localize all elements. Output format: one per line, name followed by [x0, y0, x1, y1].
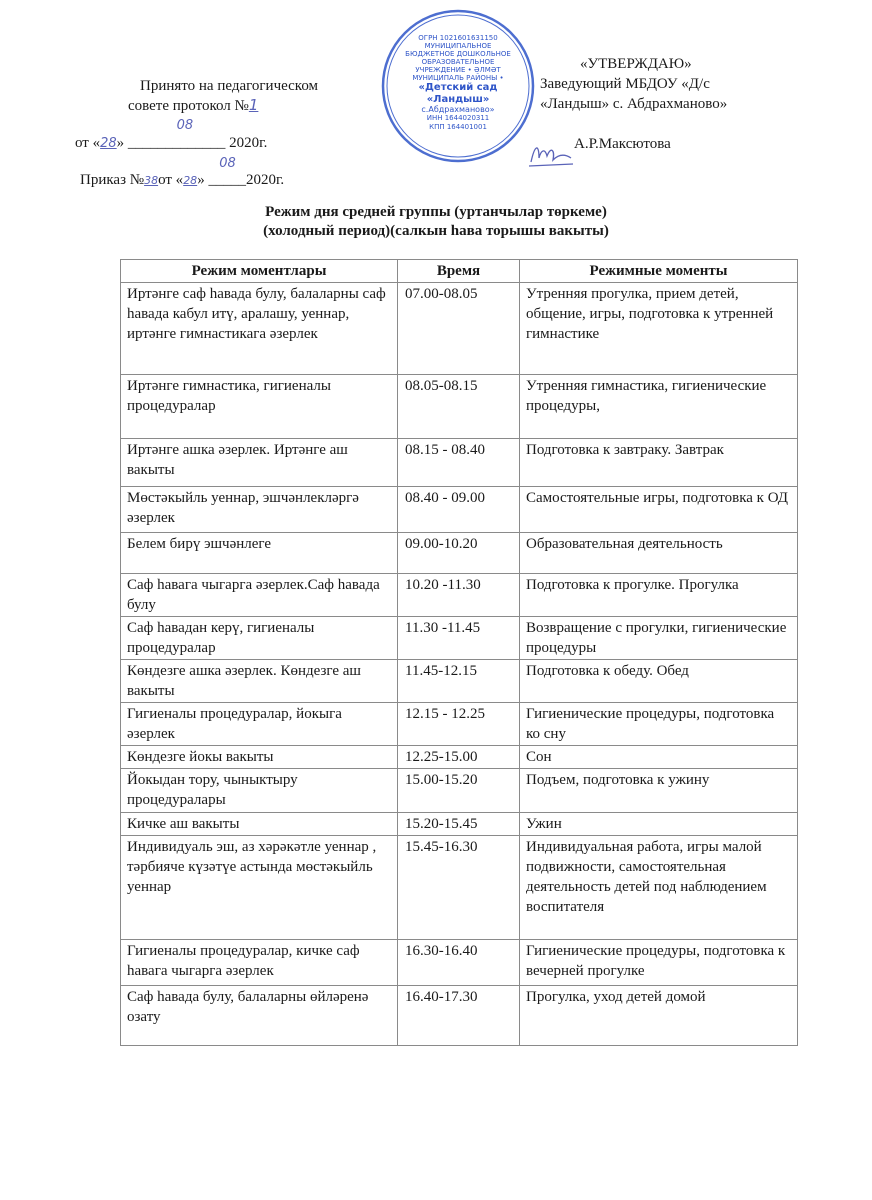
order-number: 38	[144, 174, 159, 187]
time-range: 11.45-12.15	[398, 660, 520, 703]
activity-russian: Гигиенические процедуры, подготовка ко сну	[520, 703, 798, 746]
date-mid: » _____________ 2020г.	[116, 135, 268, 151]
activity-russian: Гигиенические процедуры, подготовка к вечерней прогулке	[520, 940, 798, 986]
activity-russian: Подготовка к прогулке. Прогулка	[520, 574, 798, 617]
table-row	[121, 283, 798, 375]
header-time: Время	[398, 260, 520, 283]
order-prefix: Приказ №	[80, 172, 145, 188]
table-row	[121, 813, 798, 836]
document-title-line-2: (холодный период)(салкын һава торышы вакыты)	[263, 223, 609, 239]
signature-icon	[525, 140, 575, 170]
time-range: 15.45-16.30	[398, 836, 520, 940]
table-header-row	[121, 260, 798, 283]
protocol-number: 1	[248, 96, 259, 114]
approval-line-1: Принято на педагогическом	[140, 78, 319, 94]
order-mid2: » _____2020г.	[197, 172, 285, 188]
approve-position: Заведующий МБДОУ «Д/с	[540, 76, 710, 92]
table-row	[121, 769, 798, 813]
activity-tatar: Иртәнге саф һавада булу, балаларны саф һавада кабул итү, аралашу, уеннар, иртәнге гимнастикага әзерлек	[121, 283, 398, 375]
approve-signatory: А.Р.Максютова	[574, 136, 671, 152]
activity-russian: Ужин	[520, 813, 798, 836]
seal-outer-text: МУНИЦИПАЛЬНОЕ БЮДЖЕТНОЕ ДОШКОЛЬНОЕ ОБРАЗОВАТЕЛЬНОЕ УЧРЕЖДЕНИЕ • ӘЛМӘТ МУНИЦИПАЛЬ РАЙОНЫ •	[405, 42, 511, 83]
table-row	[121, 703, 798, 746]
activity-tatar: Гигиеналы процедуралар, йокыга әзерлек	[121, 703, 398, 746]
time-range: 10.20 -11.30	[398, 574, 520, 617]
order-line	[80, 156, 285, 189]
activity-tatar: Саф һавага чыгарга әзерлек.Саф һавада булу	[121, 574, 398, 617]
seal-name-3: с.Абдрахманово»	[421, 105, 495, 115]
table-row	[121, 439, 798, 487]
activity-russian: Подъем, подготовка к ужину	[520, 769, 798, 813]
time-range: 07.00-08.05	[398, 283, 520, 375]
activity-russian: Возвращение с прогулки, гигиенические процедуры	[520, 617, 798, 660]
seal-kpp: КПП 164401001	[429, 122, 487, 131]
time-range: 08.40 - 09.00	[398, 487, 520, 533]
time-range: 11.30 -11.45	[398, 617, 520, 660]
activity-russian: Сон	[520, 746, 798, 769]
date-day: 28	[100, 136, 117, 151]
activity-russian: Прогулка, уход детей домой	[520, 986, 798, 1046]
activity-tatar: Иртәнге ашка әзерлек. Иртәнге аш вакыты	[121, 439, 398, 487]
table-row	[121, 487, 798, 533]
seal-text-block	[402, 34, 514, 131]
table-row	[121, 746, 798, 769]
activity-russian: Утренняя прогулка, прием детей, общение, игры, подготовка к утренней гимнастике	[520, 283, 798, 375]
activity-tatar: Иртәнге гимнастика, гигиеналы процедуралар	[121, 375, 398, 439]
activity-tatar: Көндезге йокы вакыты	[121, 746, 398, 769]
time-range: 08.05-08.15	[398, 375, 520, 439]
seal-ogrn: ОГРН 1021601631150	[418, 34, 498, 42]
activity-russian: Подготовка к завтраку. Завтрак	[520, 439, 798, 487]
time-range: 09.00-10.20	[398, 533, 520, 574]
activity-tatar: Белем бирү эшчәнлеге	[121, 533, 398, 574]
table-row	[121, 986, 798, 1046]
seal-name-1: «Детский сад	[418, 82, 498, 94]
activity-tatar: Индивидуаль эш, аз хәрәкәтле уеннар , тәрбияче күзәтүе астында мөстәкыйль уеннар	[121, 836, 398, 940]
seal-name-2: «Ландыш»	[426, 93, 490, 105]
table-row	[121, 940, 798, 986]
approve-heading: «УТВЕРЖДАЮ»	[580, 56, 692, 72]
header-russian: Режимные моменты	[520, 260, 798, 283]
table-row	[121, 836, 798, 940]
table-row	[121, 574, 798, 617]
document-title-line-1: Режим дня средней группы (уртанчылар төркеме)	[265, 204, 607, 220]
time-range: 15.20-15.45	[398, 813, 520, 836]
activity-russian: Утренняя гимнастика, гигиенические процедуры,	[520, 375, 798, 439]
table-row	[121, 375, 798, 439]
activity-tatar: Саф һавадан керү, гигиеналы процедуралар	[121, 617, 398, 660]
order-rest	[197, 156, 285, 188]
activity-russian: Образовательная деятельность	[520, 533, 798, 574]
activity-tatar: Мөстәкыйль уеннар, эшчәнлекләргә әзерлек	[121, 487, 398, 533]
table-row	[121, 533, 798, 574]
table-row	[121, 617, 798, 660]
time-range: 16.30-16.40	[398, 940, 520, 986]
order-mid: от «	[158, 172, 184, 188]
protocol-label: совете протокол №	[128, 98, 249, 114]
time-range: 12.25-15.00	[398, 746, 520, 769]
activity-russian: Подготовка к обеду. Обед	[520, 660, 798, 703]
header-tatar: Режим моментлары	[121, 260, 398, 283]
approve-organization: «Ландыш» с. Абдрахманово»	[540, 96, 728, 112]
date-month: 08	[176, 118, 194, 133]
order-month: 08	[219, 156, 236, 171]
time-range: 12.15 - 12.25	[398, 703, 520, 746]
date-rest	[116, 118, 268, 151]
date-prefix: от «	[75, 135, 101, 151]
table-row	[121, 660, 798, 703]
time-range: 16.40-17.30	[398, 986, 520, 1046]
activity-tatar: Йокыдан тору, чыныктыру процедуралары	[121, 769, 398, 813]
activity-tatar: Саф һавада булу, балаларны өйләренә озату	[121, 986, 398, 1046]
seal-inn: ИНН 1644020311	[426, 114, 490, 123]
official-seal	[380, 8, 536, 164]
time-range: 08.15 - 08.40	[398, 439, 520, 487]
activity-tatar: Көндезге ашка әзерлек. Көндезге аш вакыты	[121, 660, 398, 703]
order-day: 28	[183, 174, 198, 187]
activity-russian: Самостоятельные игры, подготовка к ОД	[520, 487, 798, 533]
activity-tatar: Гигиеналы процедуралар, кичке саф һавага чыгарга әзерлек	[121, 940, 398, 986]
approval-line-2	[128, 97, 258, 115]
schedule-table	[120, 259, 798, 1046]
approval-date	[75, 118, 268, 152]
activity-tatar: Кичке аш вакыты	[121, 813, 398, 836]
time-range: 15.00-15.20	[398, 769, 520, 813]
activity-russian: Индивидуальная работа, игры малой подвижности, самостоятельная деятельность детей под наблюдением воспитателя	[520, 836, 798, 940]
